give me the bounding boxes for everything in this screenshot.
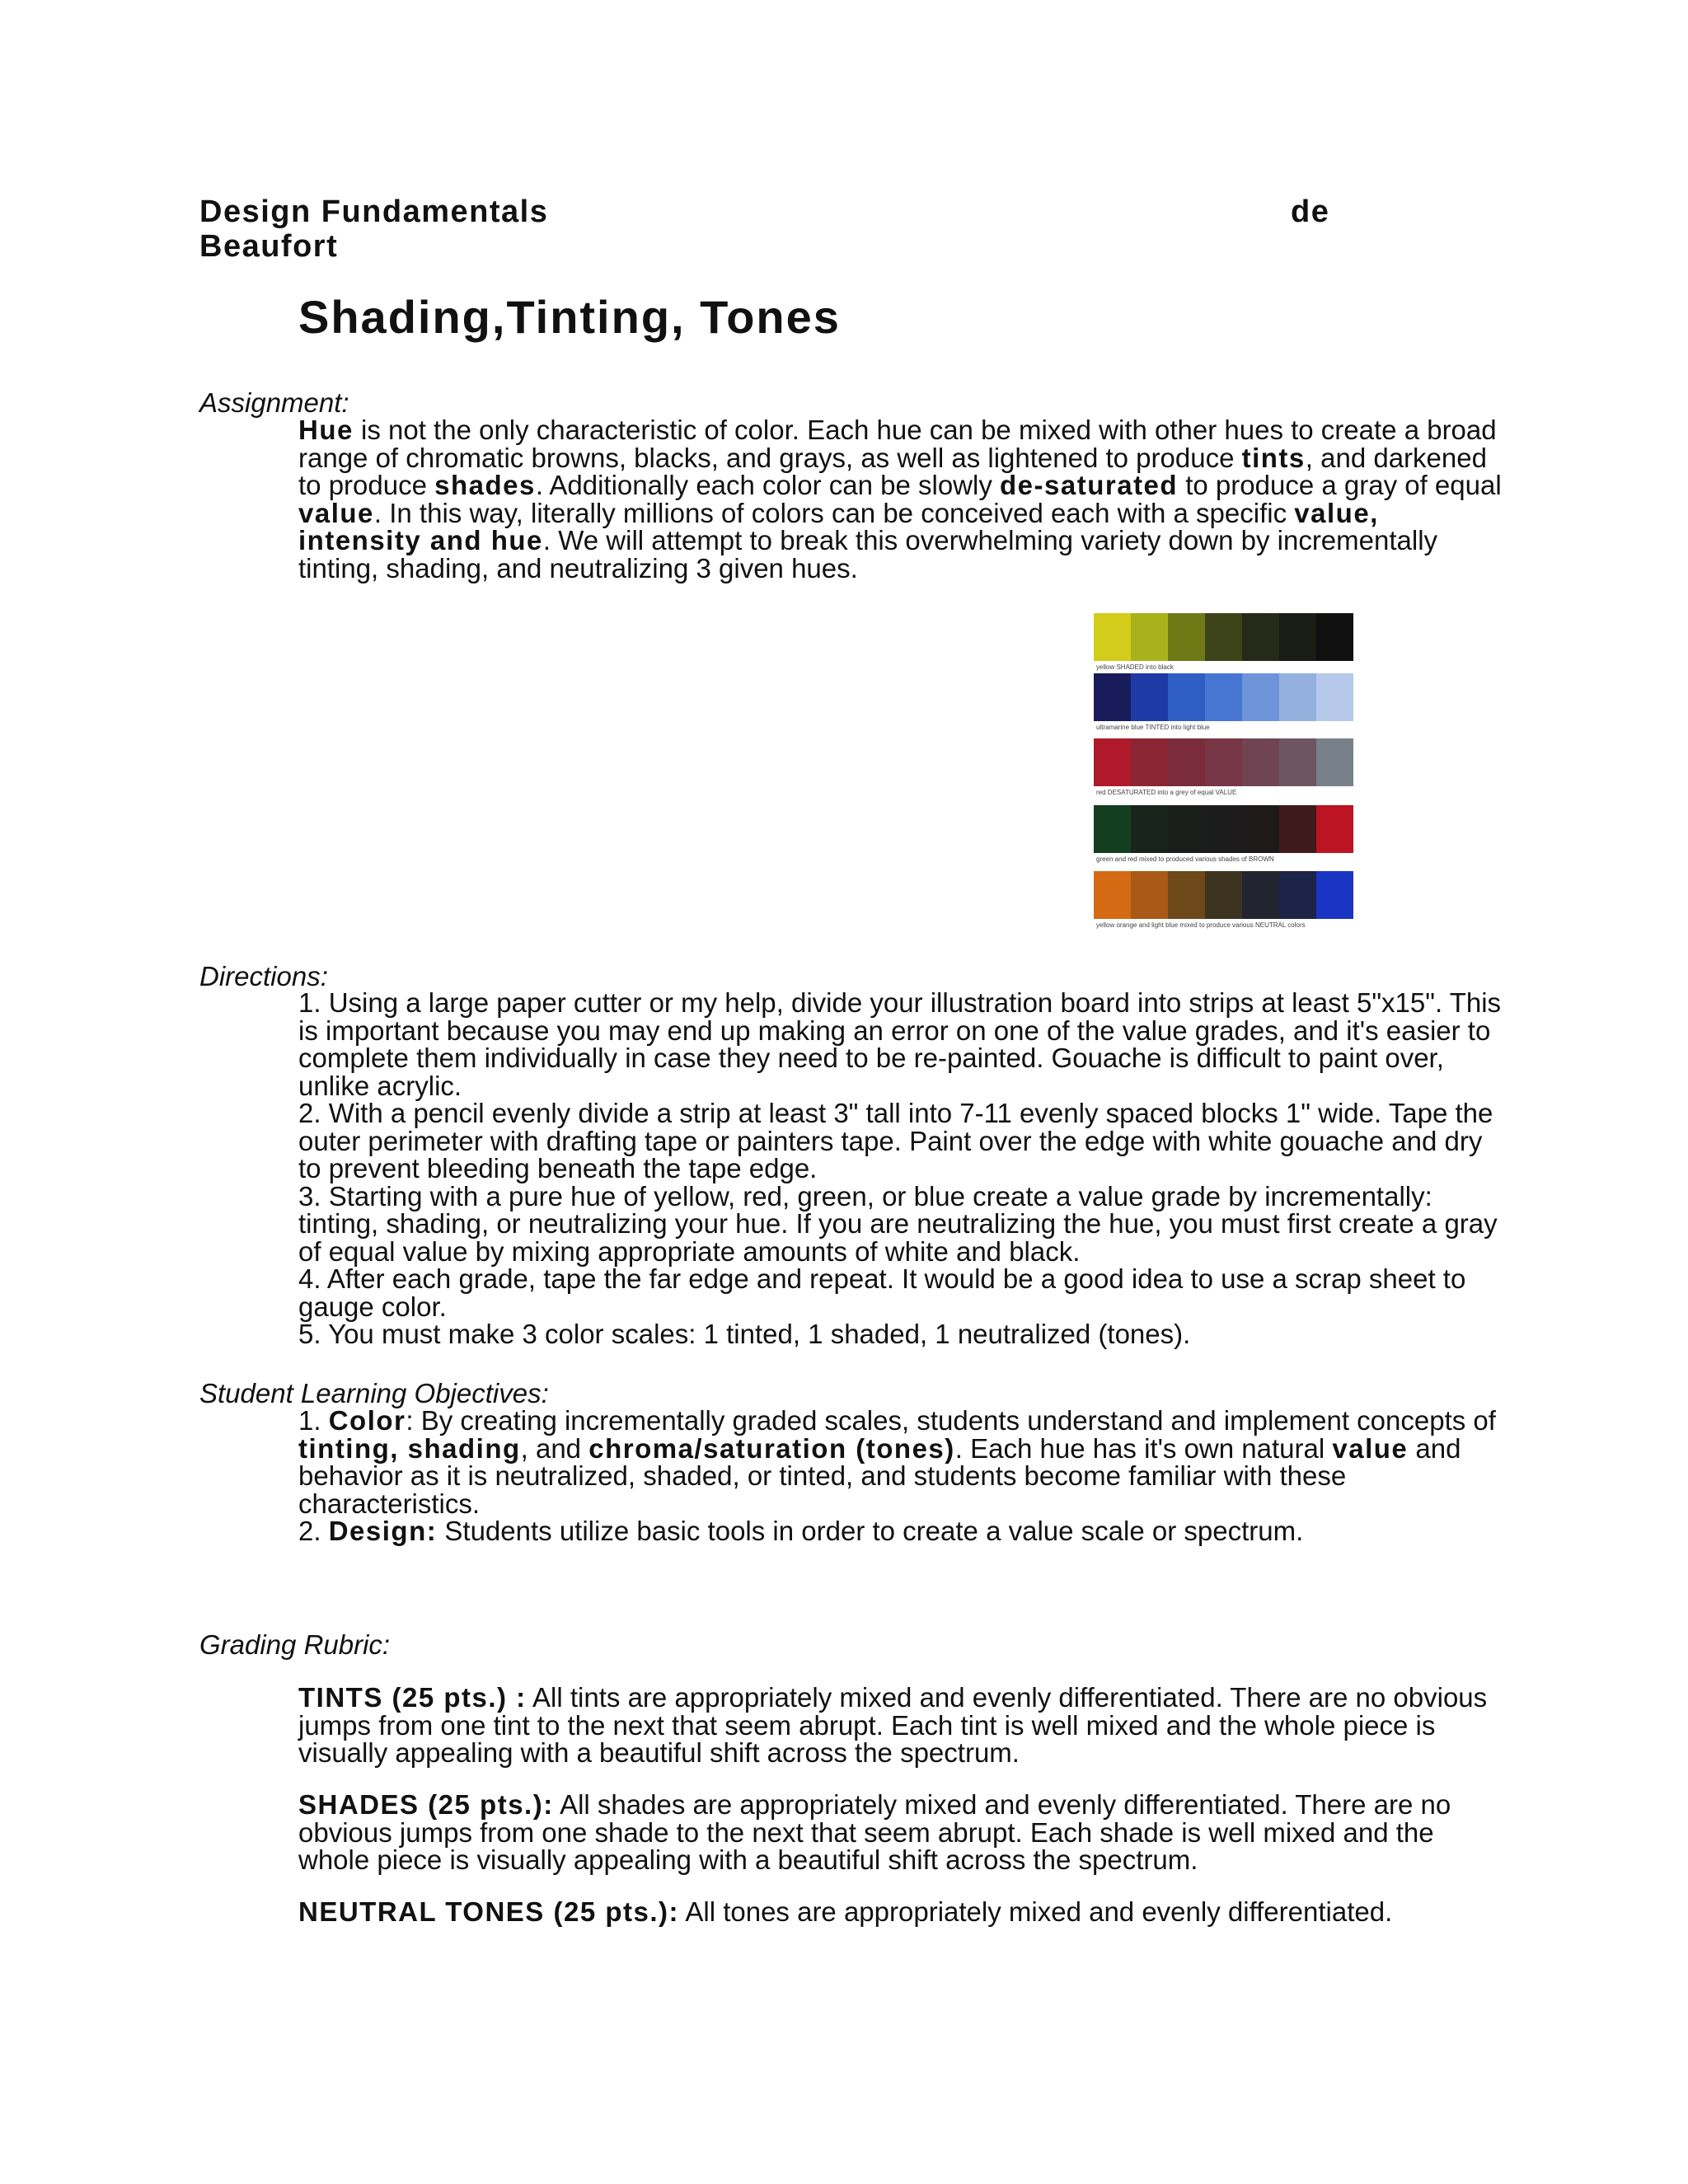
swatch-strip (1094, 673, 1353, 721)
color-swatch (1168, 805, 1205, 853)
term-desaturated: de-saturated (1000, 470, 1179, 500)
instructor-name-part2: Beaufort (199, 229, 339, 264)
color-swatch (1094, 673, 1131, 721)
color-swatch (1131, 673, 1168, 721)
direction-item: 2. With a pencil evenly divide a strip at least 3" tall into 7-11 evenly spaced blocks 1" wide. Tape the outer perimeter with drafting tape or painters tape. Paint over the edge with white gouache and dry to prevent bleeding beneath the tape edge. (298, 1098, 1493, 1183)
swatch-caption: ultramarine blue TINTED into light blue (1096, 724, 1210, 731)
color-swatch (1168, 613, 1205, 661)
color-swatch (1094, 805, 1131, 853)
rubric-neutral: NEUTRAL TONES (25 pts.): All tones are appropriately mixed and evenly differentiated. (298, 1896, 1393, 1927)
color-swatch (1316, 738, 1353, 786)
rubric-tints: TINTS (25 pts.) : All tints are appropriately mixed and evenly differentiated. There are no obvious jumps from one tint to the next that seem abrupt. Each tint is well mixed and the whole piece is visually appealing with a beautiful shift across the spectrum. (298, 1682, 1488, 1768)
directions-heading: Directions: (199, 961, 328, 991)
color-swatch (1279, 871, 1316, 919)
color-swatch (1279, 738, 1316, 786)
color-swatch (1316, 805, 1353, 853)
color-swatch (1094, 613, 1131, 661)
color-swatch (1205, 613, 1242, 661)
swatch-caption: yellow SHADED into black (1096, 663, 1174, 671)
rubric-shades-label: SHADES (25 pts.): (298, 1789, 554, 1820)
color-swatch (1131, 738, 1168, 786)
rubric-shades: SHADES (25 pts.): All shades are appropriately mixed and evenly differentiated. There are no obvious jumps from one shade to the next that seem abrupt. Each shade is well mixed and the whole piece is visually appealing with a beautiful shift across the spectrum. (298, 1789, 1451, 1875)
swatch-caption: green and red mixed to produced various shades of BROWN (1096, 855, 1274, 863)
swatch-strip (1094, 613, 1353, 661)
direction-item: 4. After each grade, tape the far edge and repeat. It would be a good idea to use a scrap sheet to gauge color. (298, 1263, 1466, 1322)
swatch-strip (1094, 871, 1353, 919)
color-swatch (1242, 673, 1279, 721)
color-swatch (1168, 673, 1205, 721)
color-swatch (1205, 805, 1242, 853)
swatch-strip (1094, 738, 1353, 786)
direction-item: 5. You must make 3 color scales: 1 tinted, 1 shaded, 1 neutralized (tones). (298, 1319, 1191, 1349)
color-swatch (1242, 738, 1279, 786)
directions-list (298, 989, 1502, 1348)
instructor-name-part1: de (1291, 194, 1330, 229)
term-shades: shades (434, 470, 536, 500)
rubric-tints-label: TINTS (25 pts.) : (298, 1682, 527, 1713)
term-hue: Hue (298, 415, 354, 445)
color-swatch (1242, 805, 1279, 853)
color-swatch (1094, 871, 1131, 919)
color-swatch (1242, 871, 1279, 919)
objective-item: 2. Design: Students utilize basic tools in order to create a value scale or spectrum. (298, 1516, 1304, 1546)
color-swatch (1316, 871, 1353, 919)
color-swatch (1316, 673, 1353, 721)
assignment-paragraph: Hue is not the only characteristic of color. Each hue can be mixed with other hues to create a broad range of chromatic browns, blacks, and grays, as well as lightened to produce tints, and darkened to produce shades. Additionally each color can be slowly de-saturated to produce a gray of equal value. In this way, literally millions of colors can be conceived each with a specific value, intensity and hue. We will attempt to break this overwhelming variety down by incrementally tinting, shading, and neutralizing 3 given hues. (298, 415, 1502, 583)
color-swatch (1279, 805, 1316, 853)
term-tints: tints (1241, 442, 1306, 473)
swatch-strip (1094, 805, 1353, 853)
color-swatch (1205, 738, 1242, 786)
color-swatch (1279, 673, 1316, 721)
color-swatch (1279, 613, 1316, 661)
objectives-heading: Student Learning Objectives: (199, 1378, 549, 1408)
page-title: Shading,Tinting, Tones (298, 291, 841, 343)
term-value-intensity-hue: value, intensity and hue (298, 497, 1379, 555)
color-swatch (1316, 613, 1353, 661)
swatch-caption: yellow orange and light blue mixed to produce various NEUTRAL colors (1096, 921, 1306, 929)
objective-item: 1. Color: By creating incrementally graded scales, students understand and implement concepts of tinting, shading, and chroma/saturation (tones). Each hue has it's own natural value and behavior as it is neutralized, shaded, or tinted, and students become familiar with these characteristics. (298, 1405, 1496, 1519)
course-title: Design Fundamentals (199, 194, 549, 229)
color-swatch (1094, 738, 1131, 786)
color-swatch (1131, 613, 1168, 661)
direction-item: 3. Starting with a pure hue of yellow, red, green, or blue create a value grade by incrementally: tinting, shading, or neutralizing your hue. If you are neutralizing the hue, you must first create a gray of equal value by mixing appropriate amounts of white and black. (298, 1180, 1498, 1267)
term-value: value (298, 497, 374, 528)
swatch-caption: red DESATURATED into a grey of equal VALUE (1096, 789, 1237, 796)
color-swatch (1168, 738, 1205, 786)
rubric-heading: Grading Rubric: (199, 1629, 391, 1660)
direction-item: 1. Using a large paper cutter or my help, divide your illustration board into strips at least 5"x15". This is important because you may end up making an error on one of the value grades, and it's easier to complete them individually in case they need to be re-painted. Gouache is difficult to paint over, unlike acrylic. (298, 987, 1502, 1101)
objectives-list (298, 1407, 1502, 1545)
assignment-heading: Assignment: (199, 387, 349, 418)
color-swatch (1205, 871, 1242, 919)
color-swatch (1131, 871, 1168, 919)
color-swatch (1168, 871, 1205, 919)
color-swatch (1131, 805, 1168, 853)
rubric-neutral-label: NEUTRAL TONES (25 pts.): (298, 1896, 679, 1927)
color-swatch (1242, 613, 1279, 661)
color-swatch (1205, 673, 1242, 721)
